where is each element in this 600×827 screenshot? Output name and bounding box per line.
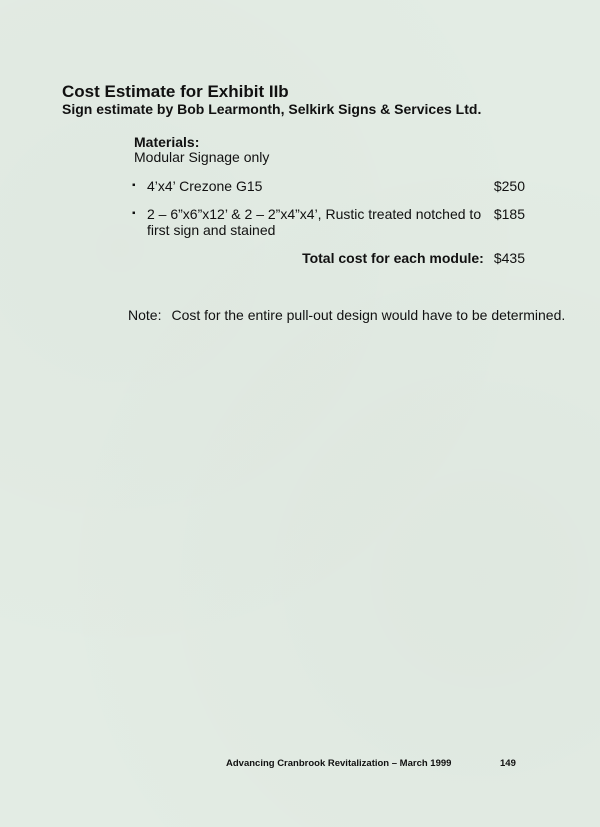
materials-subheading: Modular Signage only	[134, 149, 270, 165]
page-number: 149	[500, 758, 516, 769]
item-price: $185	[493, 206, 525, 222]
note	[128, 307, 565, 323]
note-label: Note:	[128, 307, 162, 323]
document-subtitle: Sign estimate by Bob Learmonth, Selkirk Signs & Services Ltd.	[62, 101, 482, 117]
document-title: Cost Estimate for Exhibit IIb	[62, 82, 289, 101]
item-price: $250	[493, 178, 525, 194]
bullet-icon: ▪	[132, 208, 136, 219]
note-text: Cost for the entire pull-out design would have to be determined.	[171, 307, 566, 323]
page-footer: Advancing Cranbrook Revitalization – March 1999	[226, 758, 452, 769]
bullet-icon: ▪	[132, 180, 136, 191]
materials-heading: Materials:	[134, 134, 200, 150]
total-value: $435	[493, 250, 525, 266]
total-row	[300, 250, 525, 266]
item-description: 4’x4’ Crezone G15	[147, 178, 263, 194]
total-label: Total cost for each module:	[302, 250, 484, 266]
item-description: 2 – 6”x6”x12’ & 2 – 2”x4”x4’, Rustic treated notched to first sign and stained	[147, 206, 482, 238]
